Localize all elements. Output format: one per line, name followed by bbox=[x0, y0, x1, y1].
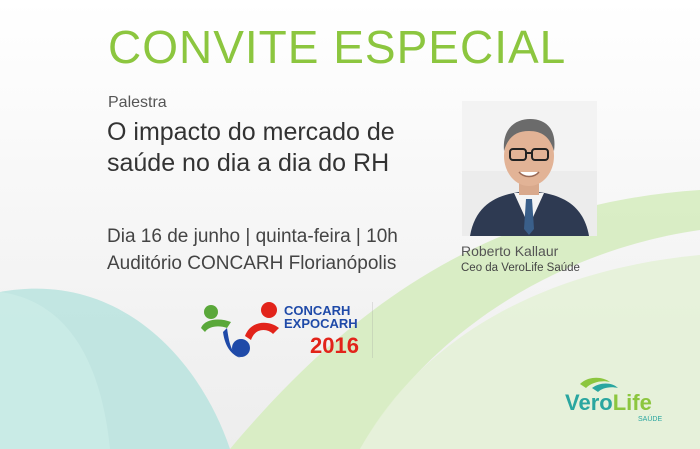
speaker-name: Roberto Kallaur bbox=[461, 243, 559, 259]
date-line: Dia 16 de junho | quinta-feira | 10h bbox=[107, 226, 398, 247]
svg-text:VeroLife bbox=[565, 390, 652, 415]
concarh-expocarh-logo bbox=[197, 298, 373, 362]
talk-headline bbox=[107, 117, 457, 179]
headline-line-2: saúde no dia a dia do RH bbox=[107, 149, 390, 177]
logo-name-part1: Vero bbox=[565, 390, 613, 415]
speaker-photo bbox=[462, 101, 597, 236]
venue-line: Auditório CONCARH Florianópolis bbox=[107, 253, 397, 274]
event-details bbox=[107, 223, 398, 277]
logo-line-2: EXPOCARH bbox=[284, 316, 358, 331]
logo-tagline: SAÚDE bbox=[638, 416, 663, 423]
logo-line-1: CONCARH bbox=[284, 303, 351, 318]
headline-line-1: O impacto do mercado de bbox=[107, 118, 395, 146]
logo-year: 2016 bbox=[310, 333, 359, 358]
logo-name-part2: Life bbox=[612, 390, 652, 415]
verolife-logo bbox=[562, 374, 672, 434]
event-type-label: Palestra bbox=[108, 94, 167, 111]
speaker-role: Ceo da VeroLife Saúde bbox=[461, 262, 580, 274]
page-title: CONVITE ESPECIAL bbox=[108, 21, 567, 73]
